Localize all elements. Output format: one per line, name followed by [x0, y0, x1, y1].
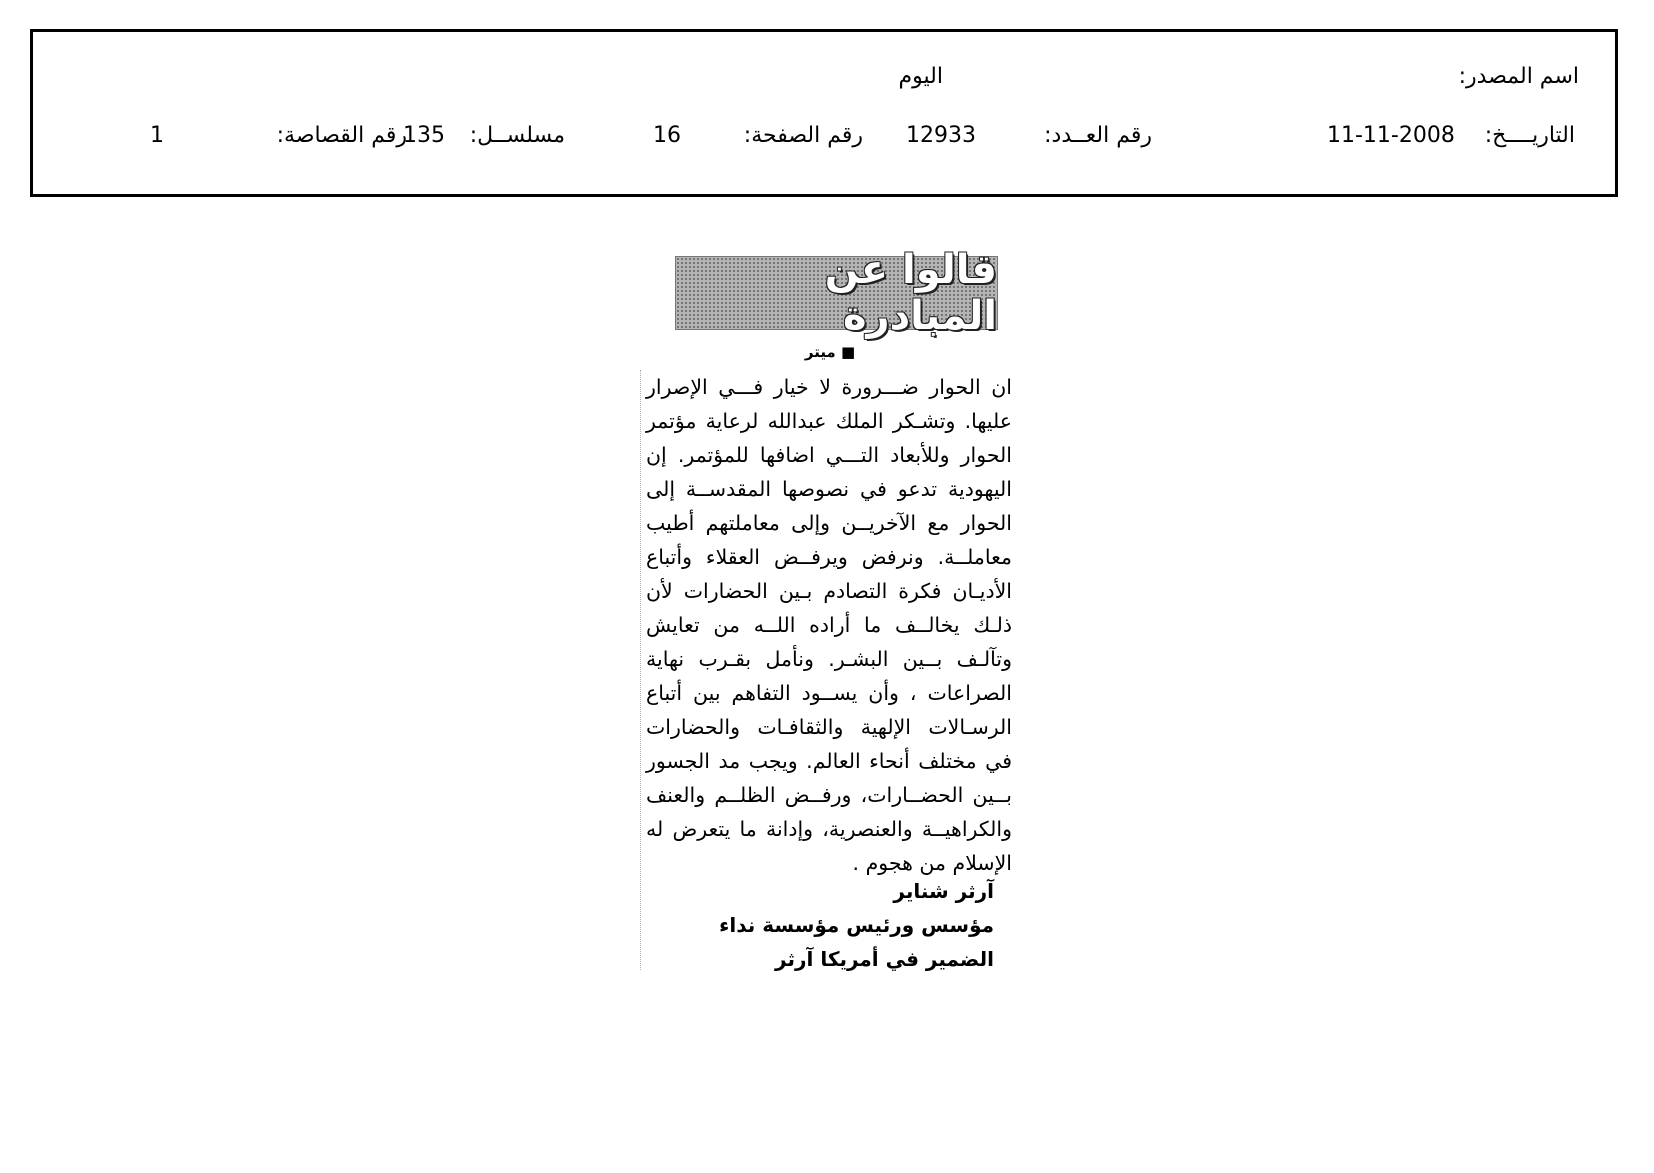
article-clipping — [640, 370, 1016, 970]
author-name: آرثر شناير — [893, 879, 994, 903]
article-tagline: ■ ميتر — [804, 343, 856, 361]
clip-value: 1 — [150, 123, 164, 148]
article-body: ان الحوار ضـــرورة لا خيار فـــي الإصرار عليها. وتشـكر الملك عبدالله لرعاية مؤتمر الحوار وللأبعاد التـــي اضافها للمؤتمر. إن اليهودية تدعو في نصوصها المقدســة إلى الحوار مع الآخريــن وإلى معاملتهم أطيب معاملــة. ونرفض ويرفــض العقلاء وأتباع الأديـان فكرة التصادم بـين الحضارات لأن ذلـك يخالــف ما أراده اللــه من تعايش وتآلـف بــين البشـر. ونأمل بقـرب نهاية الصراعات ، وأن يســود التفاهم بين أتباع الرسـالات الإلهية والثقافـات والحضارات في مختلف أنحاء العالم. ويجب مد الجسور بــين الحضــارات، ورفــض الظلــم والعنف والكراهيــة والعنصرية، وإدانة ما يتعرض له الإسلام من هجوم . — [646, 375, 1012, 875]
issue-value: 12933 — [906, 123, 976, 148]
serial-label: مسلســل: — [469, 123, 565, 148]
page-value: 16 — [653, 123, 681, 148]
masthead-title: قالوا عن المبادرة — [824, 247, 997, 339]
date-label: التاريــــخ: — [1484, 123, 1575, 148]
article-masthead — [675, 247, 998, 339]
metadata-header-box — [30, 29, 1618, 197]
author-title: مؤسس ورئيس مؤسسة نداء الضمير في أمريكا آرثر — [719, 913, 994, 971]
page-label: رقم الصفحة: — [743, 123, 863, 148]
date-value: 11-11-2008 — [1327, 123, 1455, 148]
issue-label: رقم العــدد: — [1044, 123, 1152, 148]
source-label: اسم المصدر: — [1458, 64, 1579, 89]
serial-value: 135 — [403, 123, 445, 148]
source-value: اليوم — [898, 64, 943, 89]
clip-label: رقم القصاصة: — [276, 123, 407, 148]
